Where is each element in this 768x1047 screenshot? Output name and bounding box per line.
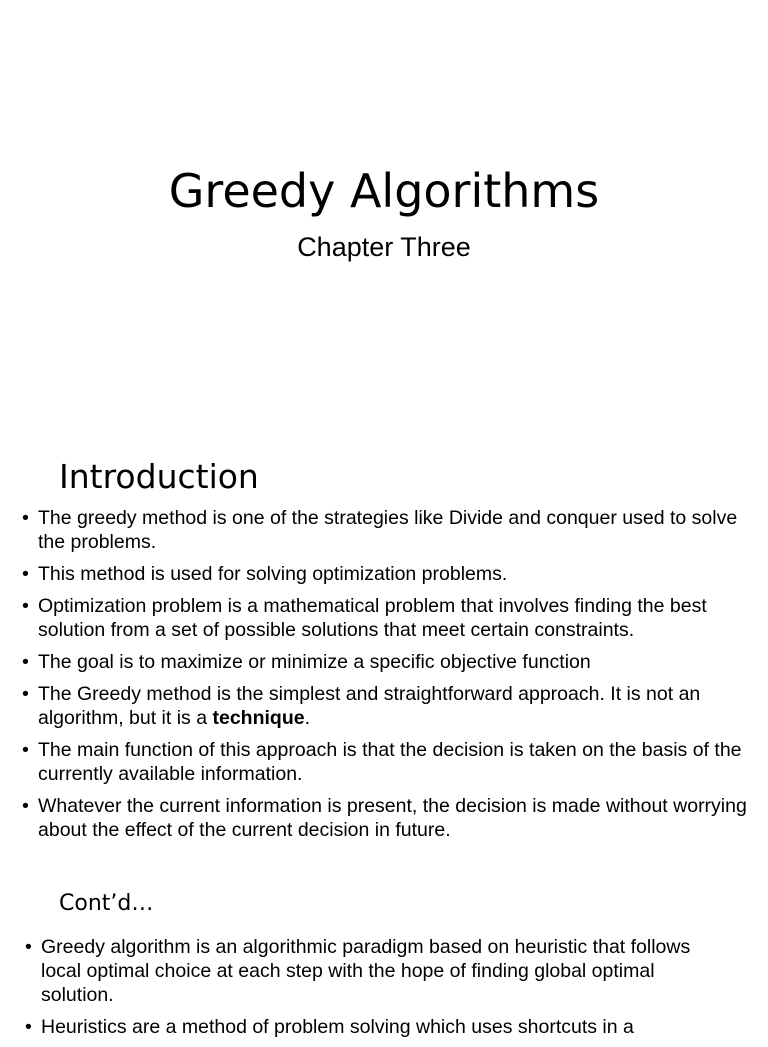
- introduction-heading: Introduction: [59, 457, 259, 496]
- list-item: • Optimization problem is a mathematical problem that involves finding the best solution from a set of possible solutions that meet certain constraints.: [22, 594, 752, 642]
- list-item-text: The Greedy method is the simplest and straightforward approach. It is not an algorithm, but it is a: [38, 683, 701, 729]
- introduction-bullet-list: [22, 506, 752, 850]
- list-item-text-end: .: [304, 707, 311, 729]
- contd-bullet-list: [25, 935, 725, 1047]
- slide-subtitle: Chapter Three: [297, 232, 471, 262]
- list-item: • This method is used for solving optimization problems.: [22, 562, 752, 586]
- list-item: • Greedy algorithm is an algorithmic paradigm based on heuristic that follows local optimal choice at each step with the hope of finding global optimal solution.: [25, 935, 725, 1007]
- contd-heading: Cont’d…: [59, 891, 154, 916]
- list-item: • Heuristics are a method of problem solving which uses shortcuts in a: [25, 1015, 725, 1039]
- list-item: • Whatever the current information is present, the decision is made without worrying about the effect of the current decision in future.: [22, 794, 752, 842]
- list-item: [22, 682, 752, 730]
- list-item: • The goal is to maximize or minimize a specific objective function: [22, 650, 752, 674]
- list-item: • The main function of this approach is that the decision is taken on the basis of the currently available information.: [22, 738, 752, 786]
- slide-title: Greedy Algorithms: [168, 164, 600, 218]
- list-item: • The greedy method is one of the strategies like Divide and conquer used to solve the problems.: [22, 506, 752, 554]
- bold-term: technique: [212, 707, 305, 729]
